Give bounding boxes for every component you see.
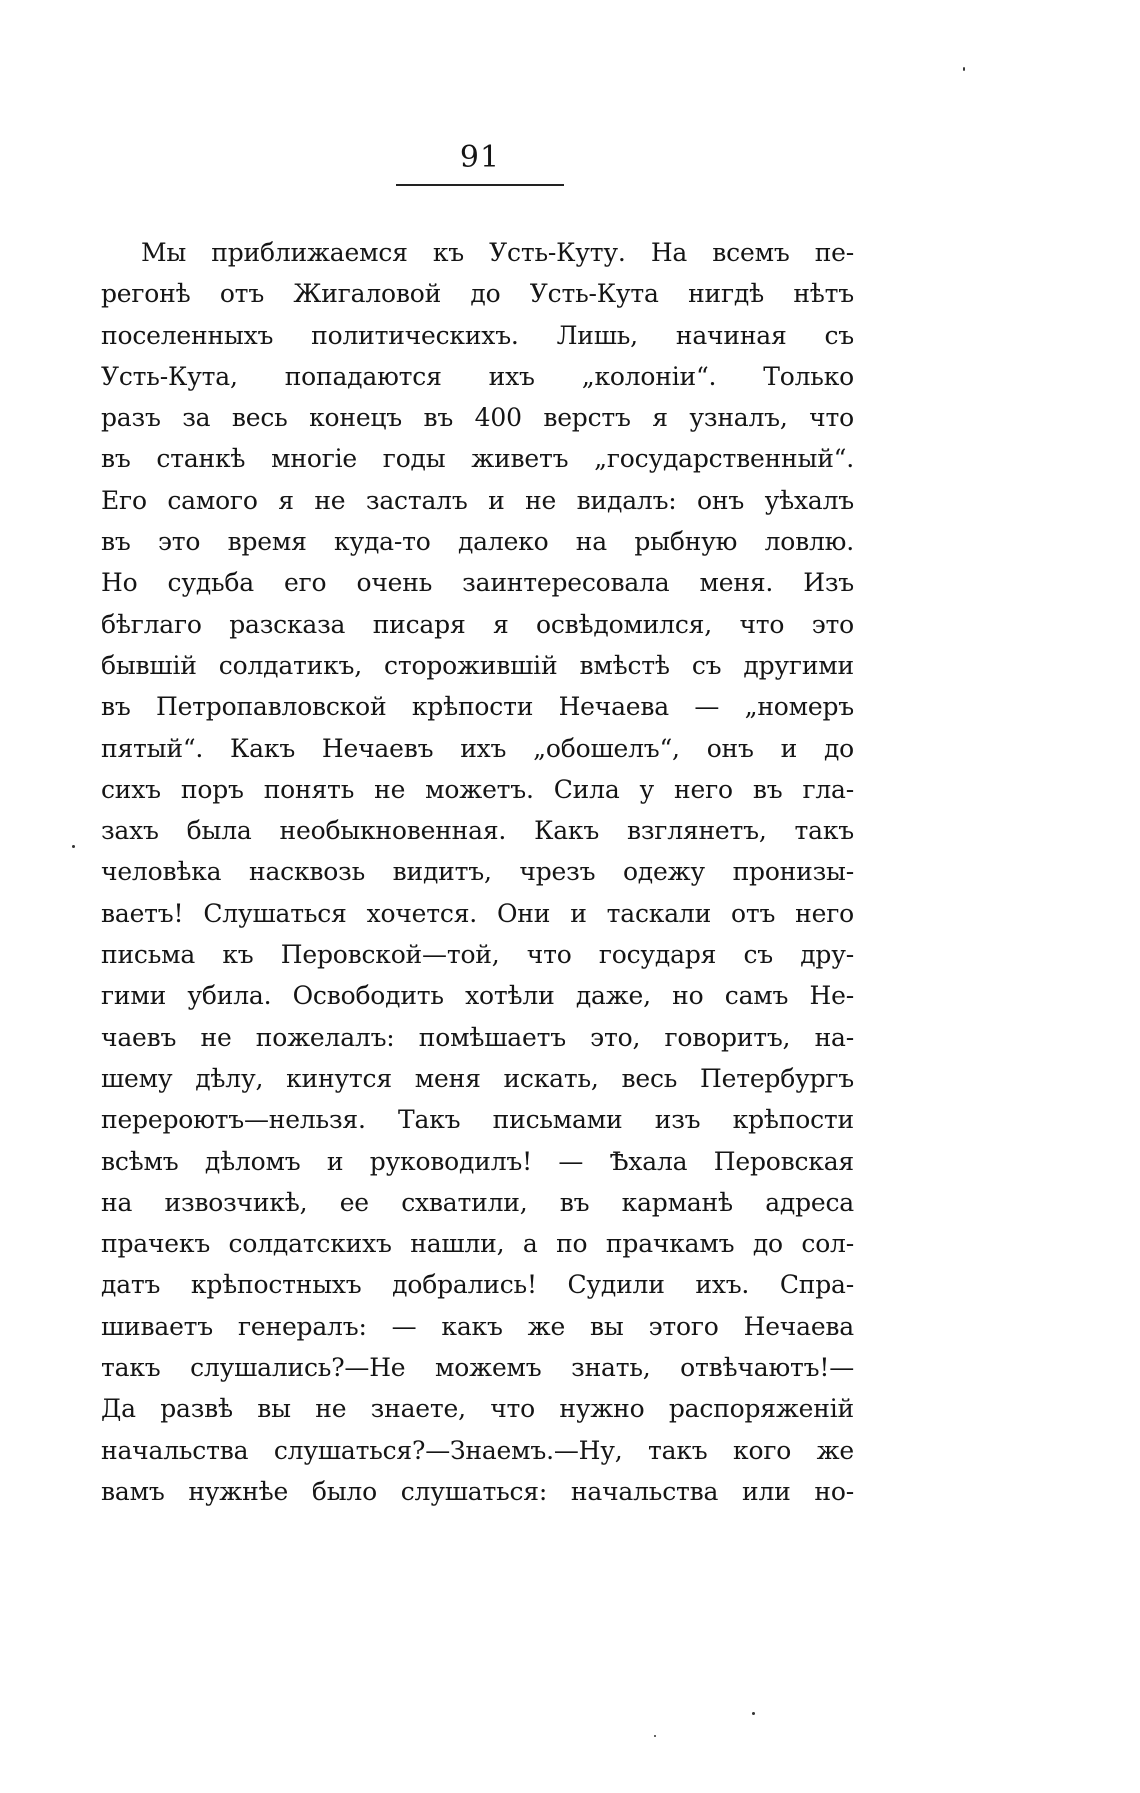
- text-line: шиваетъ генералъ: — какъ же вы этого Нечаева: [101, 1311, 854, 1341]
- text-line: пятый“. Какъ Нечаевъ ихъ „обошелъ“, онъ и до: [101, 733, 854, 763]
- text-line: въ станкѣ многіе годы живетъ „государственный“.: [101, 444, 854, 474]
- body-text: [101, 232, 854, 1512]
- text-line: Да развѣ вы не знаете, что нужно распоряженій: [101, 1394, 854, 1424]
- header-rule: [396, 184, 564, 186]
- text-line: регонѣ отъ Жигаловой до Усть-Кута нигдѣ нѣтъ: [101, 279, 854, 309]
- text-line: бывшій солдатикъ, сторожившій вмѣстѣ съ другими: [101, 650, 854, 680]
- text-line: захъ была необыкновенная. Какъ взглянетъ, такъ: [101, 816, 854, 846]
- text-line: письма къ Перовской—той, что государя съ дру-: [101, 940, 854, 970]
- scan-speck: [654, 1735, 656, 1737]
- text-line: сихъ поръ понять не можетъ. Сила у него въ гла-: [101, 774, 854, 804]
- text-line: Усть-Кута, попадаются ихъ „колоніи“. Только: [101, 361, 854, 391]
- text-line: на извозчикѣ, ее схватили, въ карманѣ адреса: [101, 1187, 854, 1217]
- text-line: Но судьба его очень заинтересовала меня. Изъ: [101, 568, 854, 598]
- text-line: гими убила. Освободить хотѣли даже, но самъ Не-: [101, 981, 854, 1011]
- text-line: бѣглаго разсказа писаря я освѣдомился, что это: [101, 609, 854, 639]
- text-line: начальства слушаться?—Знаемъ.—Ну, такъ кого же: [101, 1435, 854, 1465]
- text-line: вамъ нужнѣе было слушаться: начальства или но-: [101, 1476, 854, 1506]
- text-line: поселенныхъ политическихъ. Лишь, начиная съ: [101, 320, 854, 350]
- scan-speck: [72, 845, 75, 848]
- text-line: въ Петропавловской крѣпости Нечаева — „номеръ: [101, 692, 854, 722]
- text-line: чаевъ не пожелалъ: помѣшаетъ это, говоритъ, на-: [101, 1022, 854, 1052]
- page-number: 91: [459, 140, 501, 175]
- text-line: всѣмъ дѣломъ и руководилъ! — Ѣхала Перовская: [101, 1146, 854, 1176]
- text-line: въ это время куда-то далеко на рыбную ловлю.: [101, 527, 854, 557]
- text-line: ваетъ! Слушаться хочется. Они и таскали отъ него: [101, 898, 854, 928]
- text-line: разъ за весь конецъ въ 400 верстъ я узналъ, что: [101, 403, 854, 433]
- text-line: прачекъ солдатскихъ нашли, а по прачкамъ до сол-: [101, 1229, 854, 1259]
- text-line: такъ слушались?—Не можемъ знать, отвѣчаютъ!—: [101, 1353, 854, 1383]
- text-line: перероютъ—нельзя. Такъ письмами изъ крѣпости: [101, 1105, 854, 1135]
- text-line: шему дѣлу, кинутся меня искать, весь Петербургъ: [101, 1063, 854, 1093]
- text-line: Его самого я не засталъ и не видалъ: онъ уѣхалъ: [101, 485, 854, 515]
- scan-speck: [963, 67, 965, 71]
- text-line: Мы приближаемся къ Усть-Куту. На всемъ пе-: [141, 238, 854, 267]
- scan-speck: [752, 1712, 755, 1715]
- text-line: датъ крѣпостныхъ добрались! Судили ихъ. Спра-: [101, 1270, 854, 1300]
- text-line: человѣка насквозь видитъ, чрезъ одежу пронизы-: [101, 857, 854, 887]
